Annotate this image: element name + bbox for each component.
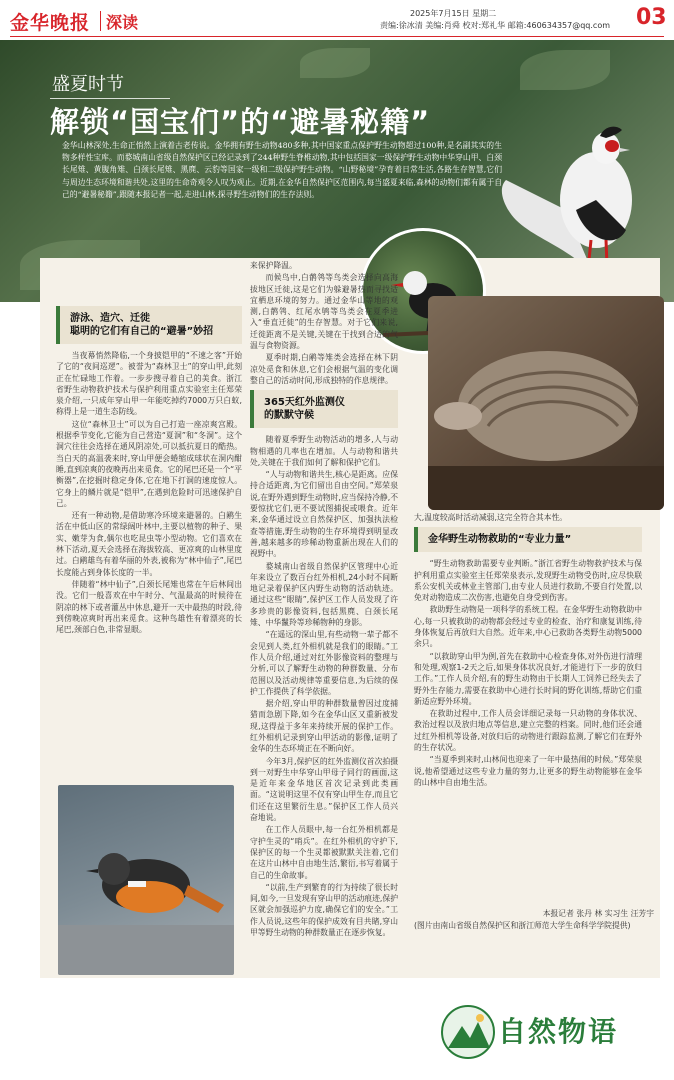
byline — [414, 908, 654, 931]
col3-paragraph: “当夏季到来时,山林间也迎来了一年中最热闹的时候。”郑荣泉说,他希望通过这些专业力量的努力,让更多的野生动物能够在金华的山林中自由地生活。 — [414, 755, 642, 787]
col2-paragraph: 夏季时期,白鹇等雉类会选择在林下阴凉处觅食和休息,它们会根据气温的变化调整自己的活动时间,形成独特的作息规律。 — [250, 353, 398, 385]
col2-paragraph: “人与动物和谐共生,核心是距离。应保持合适距离,为它们留出自由空间。”郑荣泉说,在野外遇到野生动物时,应当保持冷静,不要惊扰它们,更不要试图捕捉或喂食。近年来,金华通过设立自然保护区、加强执法检查等措施,野生动物的生存环境得到明显改善,越来越多的珍稀动物重新出现在人们的视野中。 — [250, 470, 398, 559]
col2-paragraph: 在工作人员眼中,每一台红外相机都是守护生灵的“哨兵”。在红外相机的守护下,保护区的每一个生灵都被默默关注着,它们在这片山林中自由地生活,繁衍,书写着属于自己的生命故事。 — [250, 825, 398, 880]
kicker-rule — [50, 98, 170, 99]
col2-paragraph: 据介绍,穿山甲的种群数量曾因过度捕猎而急剧下降,如今在金华山区又重新被发现,这得益于多年来持续开展的保护工作。红外相机记录到穿山甲活动的影像,证明了金华的生态环境正在不断向好。 — [250, 699, 398, 754]
col2-paragraph: “以前,生产到繁育的行为持续了很长时间,如今,一旦发现有穿山甲的活动痕迹,保护区就会加强巡护力度,确保它们的安全。”工作人员说,这些年的保护成效有目共睹,穿山甲等野生动物的种群数量正在逐步恢复。 — [250, 882, 398, 938]
column-1 — [56, 302, 242, 636]
issue-date: 2025年7月15日 星期二 — [410, 9, 497, 18]
newspaper-title: 金华晚报 — [10, 12, 91, 34]
col2-paragraph: “在遥远的深山里,有些动物一辈子都不会见到人类,红外相机就是我们的眼睛。”工作人员介绍,通过对红外影像资料的整理与分析,可以了解野生动物的种群数量、分布范围以及活动规律等重要信息,为后续的保护工作提供了科学依据。 — [250, 630, 398, 696]
col3-paragraph: 在救助过程中,工作人员会详细记录每一只动物的身体状况、救治过程以及放归地点等信息,建立完整的档案。同时,他们还会通过红外相机等设备,对放归后的动物进行跟踪监测,了解它们在野外的生存状况。 — [414, 709, 642, 753]
col2-paragraph: 婺城南山省级自然保护区管理中心近年来设立了数百台红外相机,24小时不间断地记录着保护区内野生动物的活动轨迹。通过这些“眼睛”,保护区工作人员发现了许多珍贵的影像资料,包括黑麂、白颈长尾雉、中华鬣羚等珍稀物种的身影。 — [250, 561, 398, 628]
hero-kicker: 盛夏时节 — [52, 74, 124, 95]
col1-paragraph: 还有一种动物,是借助寒冷环境来避暑的。白鹇生活在中低山区的常绿阔叶林中,主要以植物的种子、果实、嫩芽为食,偶尔也吃昆虫等小型动物。它们喜欢在林下活动,夏天会选择在海拔较高、更凉爽的山林里度过。白鹇雄鸟有着华丽的外表,被称为“林中仙子”,尾巴长度能占到身体长度的一半。 — [56, 511, 242, 577]
byline-reporters: 本报记者 张丹 林 实习生 汪芳宇 — [542, 909, 654, 918]
headline: 解锁“国宝们”的“避暑秘籍” — [50, 105, 431, 139]
col3-paragraph: “以救助穿山甲为例,首先在救助中心检查身体,对外伤进行清理和处理,观察1-2天之后,如果身体状况良好,才能进行下一步的放归工作。”工作人员介绍,有的野生动物由于长期人工饲养已经失去了野外生存能力,需要在救助中心进行长时间的野化训练,帮助它们重新适应野外环境。 — [414, 651, 642, 706]
masthead-divider — [100, 11, 101, 31]
col1-paragraph: 当夜幕悄然降临,一个身披铠甲的“不速之客”开始了它的“夜间巡逻”。被誉为“森林卫士”的穿山甲,此刻正在忙碌地工作着。一步步搜寻着自己的美食。浙江省野生动物救护技术与保护利用重点实验室主任郑荣泉介绍,一只成年穿山甲一年能吃掉约7000万只白蚁,称得上是一道生态防线。 — [56, 351, 242, 417]
column-logo — [440, 1004, 660, 1064]
subheading-3: 金华野生动物救助的“专业力量” — [414, 527, 642, 552]
column-logo-text: 自然物语 — [498, 1015, 619, 1048]
column-3 — [414, 512, 642, 789]
section-name: 深读 — [106, 13, 139, 32]
col3-paragraph: “野生动物救助需要专业判断。”浙江省野生动物救护技术与保护利用重点实验室主任郑荣泉表示,发现野生动物受伤时,应尽快联系公安机关或林业主管部门,由专业人员进行救助,不要自行处置,以免对动物造成二次伤害,也避免自身受到伤害。 — [414, 559, 642, 603]
page-number: 03 — [636, 5, 667, 30]
mountain-icon — [440, 1004, 496, 1060]
intro-paragraph: 金华山林深处,生命正悄然上演着古老传说。金华拥有野生动物480多种,其中国家重点保护野生动物超过100种,是名副其实的生物多样性宝库。而婺城南山省级自然保护区已经记录到了244种野生脊椎动物,其中包括国家一级保护野生动物中华穿山甲、白颈长尾雉、黄腹角雉、白颈长尾雉、黑麂、云豹等国家一级和二级保护野生动物。“山野秘境”孕育着日常生活,各路生存智慧,它们与周边生态环境和谐共处,这里的生命奇观令人叹为观止。近期,在金华自然保护区范围内,每当盛夏来临,森林的动物们都有属于自己的“避暑秘籍”,跟随本报记者一起,走进山林,探寻野生动物们的生存法则。 — [62, 141, 502, 199]
col2-paragraph: 随着夏季野生动物活动的增多,人与动物相遇的几率也在增加。人与动物和谐共处,关键在于我们如何了解和保护它们。 — [250, 435, 398, 467]
col2-paragraph: 来保护降温。 — [250, 261, 297, 270]
col3-paragraph: 救助野生动物是一项科学的系统工程。在金华野生动物救助中心,每一只被救助的动物都会经过专业的检查、治疗和康复训练,待身体恢复后再放归大自然。近年来,中心已救助各类野生动物5000余只。 — [414, 605, 642, 649]
editor-credits: 责编:徐冰清 美编:肖舜 校对:郑礼华 邮箱:460634357@qq.com — [380, 21, 611, 30]
redstart-bird-image — [58, 785, 234, 975]
pangolin-image — [428, 296, 664, 510]
subheading-2: 365天红外监测仪 的默默守候 — [250, 390, 398, 428]
col1-paragraph: 伴随着“林中仙子”,白颈长尾雉也常在午后林间出没。它们一般喜欢在中午时分、气温最高的时候待在阴凉的林下或者灌丛中休息,避开一天中最热的时段,待到傍晚凉爽时再出来觅食。这种鸟雄性有着漂亮的长尾巴,颈部白色,非常显眼。 — [56, 579, 242, 635]
photo-credit: (图片由南山省级自然保护区和浙江师范大学生命科学学院提供) — [414, 920, 631, 930]
masthead-rule — [10, 36, 664, 37]
col2-paragraph: 今年3月,保护区的红外监测仪首次拍摄到一对野生中华穿山甲母子同行的画面,这是近年来金华地区首次记录到此类画面。“这说明这里不仅有穿山甲生存,而且它们还在这里繁衍生息。”保护区工作人员兴奋地说。 — [250, 756, 398, 823]
column-2 — [250, 260, 398, 939]
col3-lead: 大,温度较高时活动减弱,这完全符合其本性。 — [414, 513, 568, 522]
masthead — [0, 0, 674, 38]
col2-paragraph: 而候鸟中,白鹡鸰等鸟类会选择向高海拔地区迁徙,这是它们为躲避暑热而寻找适宜栖息环境的努力。通过金华山等地的观测,白鹡鸰、红尾水鸲等鸟类会在夏季进入“垂直迁徙”的生存智慧。对于它们来说,迁徙距离不是关键,关键在于找到合适的气温与食物资源。 — [250, 273, 398, 351]
col1-paragraph: 这位“森林卫士”可以为自己打造一座凉爽宫殿。根据季节变化,它能为自己营造“夏洞”和“冬洞”。这个洞穴往往会选择在通风阴凉处,可以抵抗夏日的酷热。当白天的高温袭来时,穿山甲便会蜷缩成球状在洞内酣睡,直到凉爽的夜晚再出来觅食。它的尾巴还是一个“平衡器”,在挖掘时稳定身体,它在地下打洞的速度惊人。它身上的鳞片就是“铠甲”,在遇到危险时可迅速保护自己。 — [56, 419, 242, 508]
subheading-1: 游泳、造穴、迁徙 聪明的它们有自己的“避暑”妙招 — [56, 306, 242, 344]
